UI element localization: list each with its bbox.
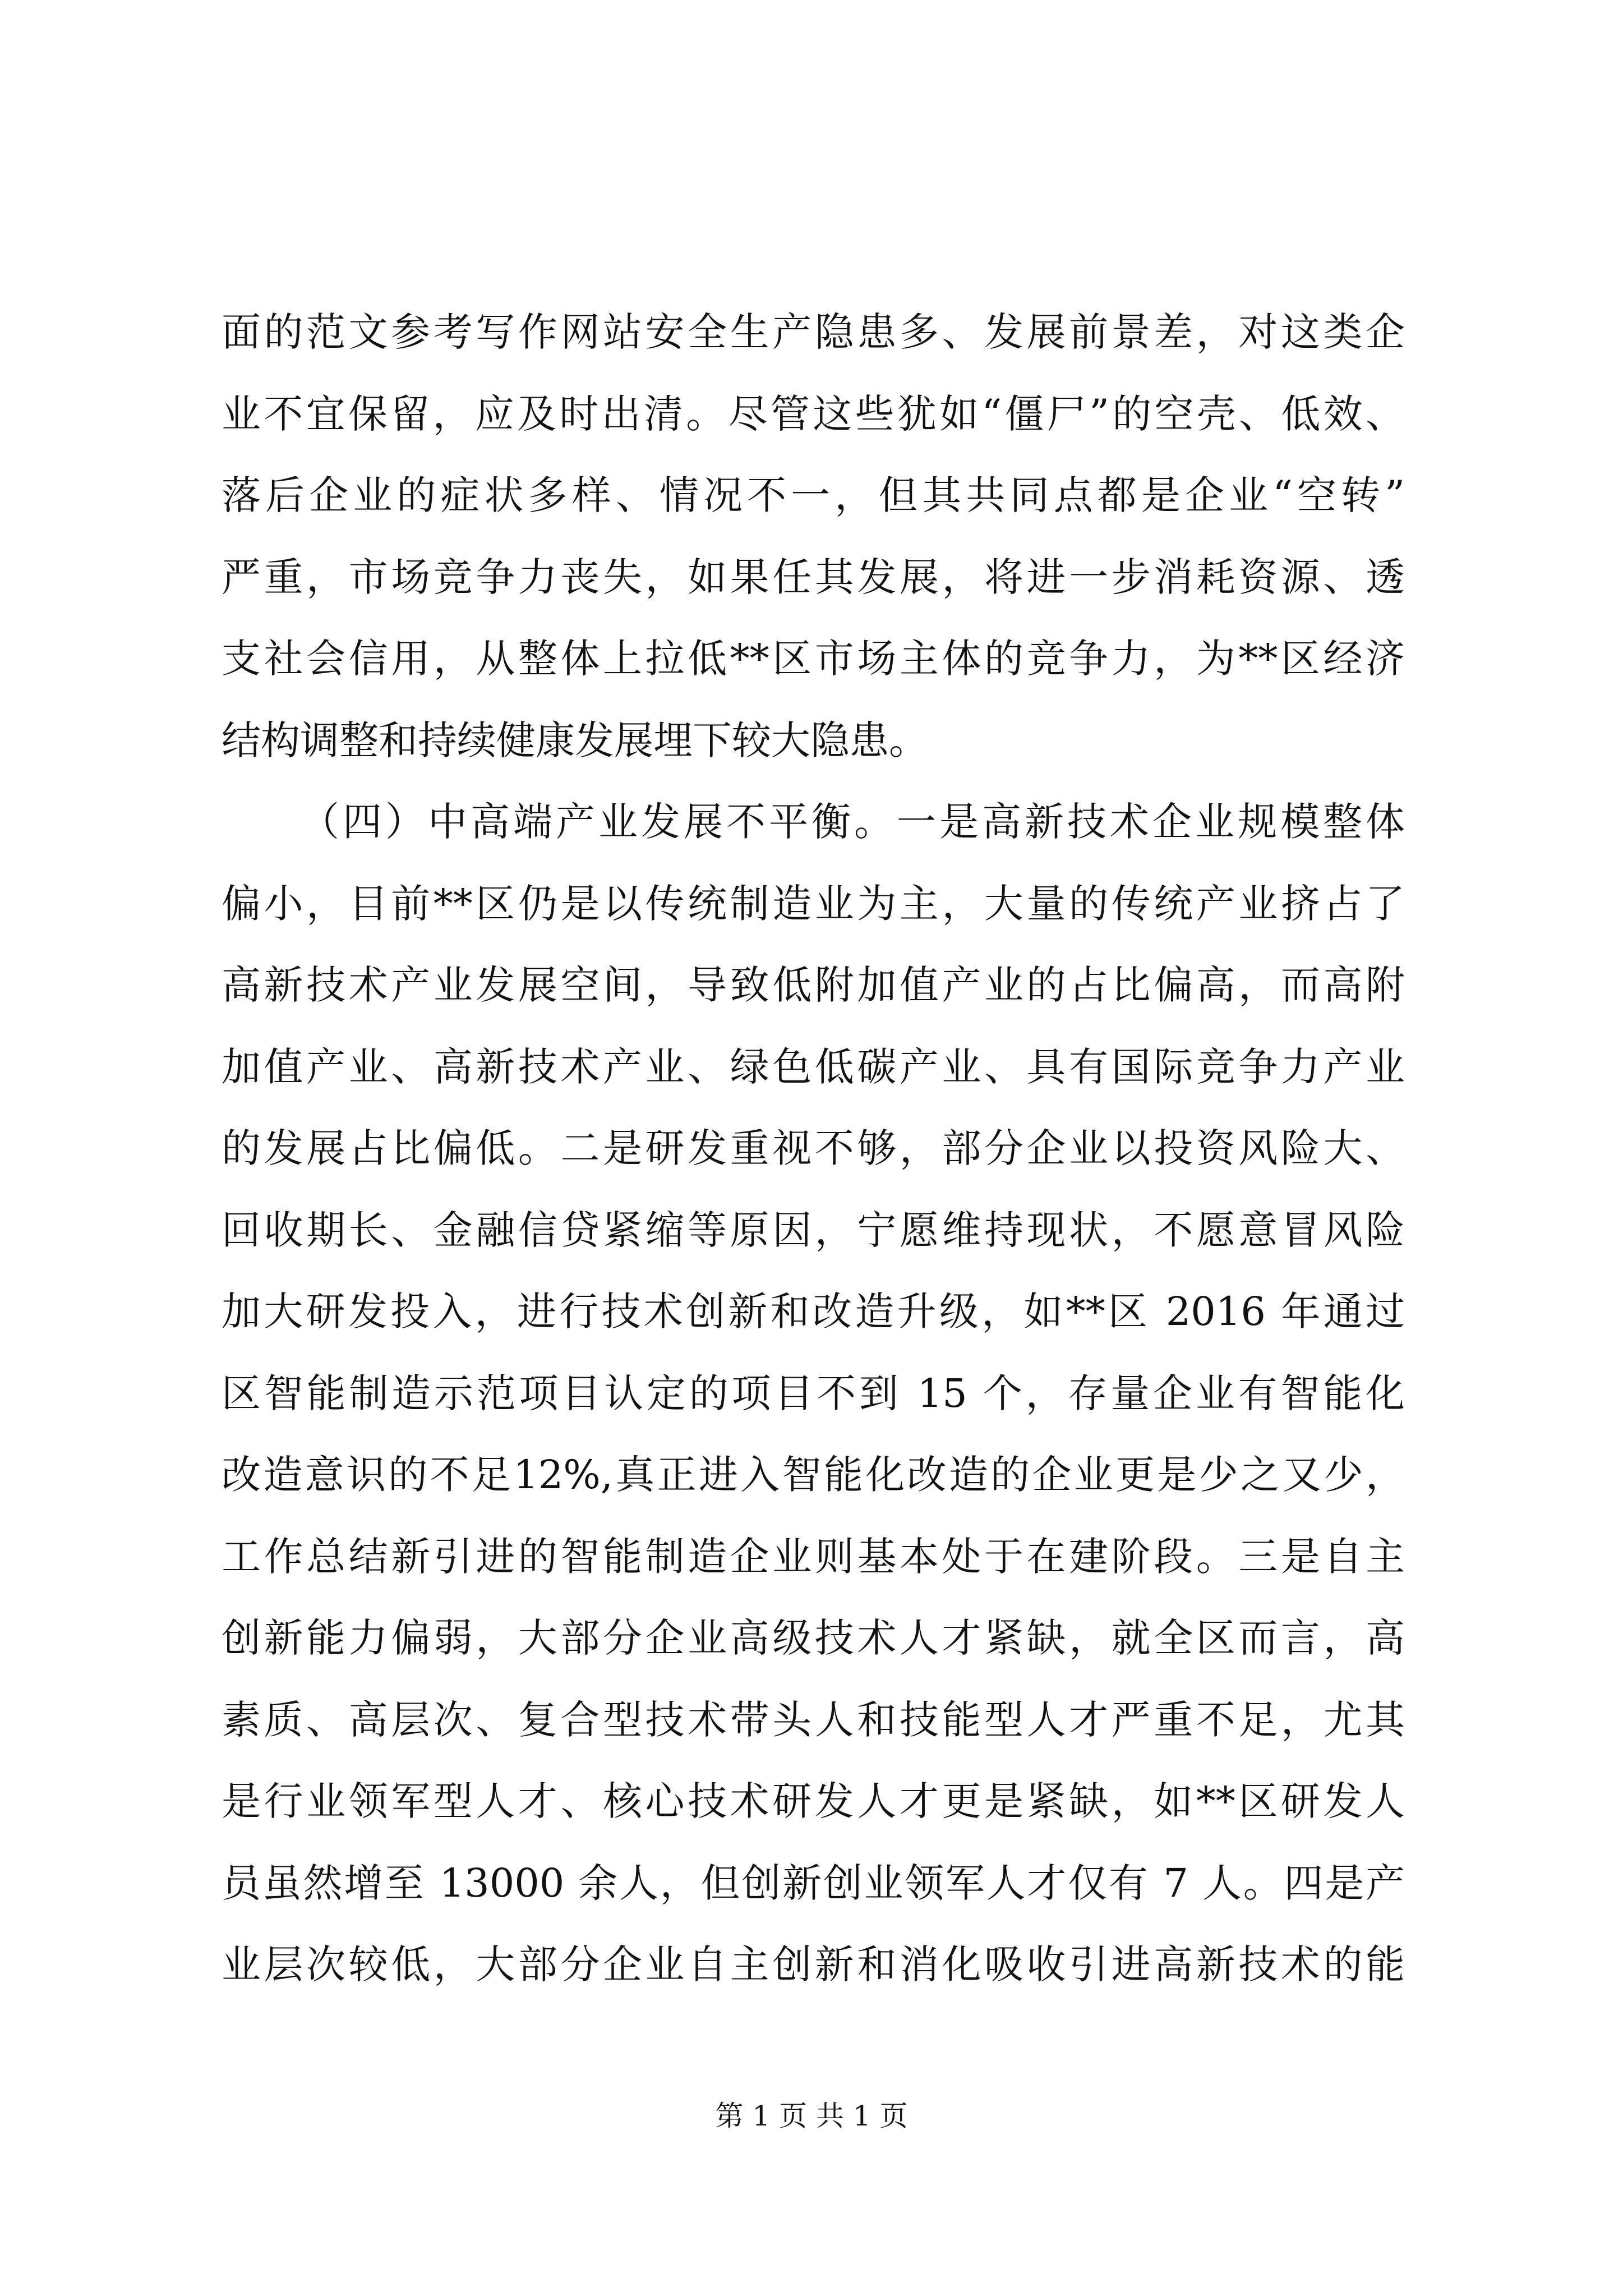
text-line-17: 创新能力偏弱，大部分企业高级技术人才紧缺，就全区而言，高 <box>222 1615 1405 1661</box>
text-line-2: 业不宜保留，应及时出清。尽管这些犹如“僵尸”的空壳、低效、 <box>222 390 1405 437</box>
text-line-15: 改造意识的不足12%,真正进入智能化改造的企业更是少之又少， <box>222 1452 1405 1498</box>
text-line-18: 素质、高层次、复合型技术带头人和技能型人才严重不足，尤其 <box>222 1696 1405 1743</box>
text-line-4: 严重，市场竞争力丧失，如果任其发展，将进一步消耗资源、透 <box>222 554 1405 600</box>
text-line-9: 高新技术产业发展空间，导致低附加值产业的占比偏高，而高附 <box>222 962 1405 1008</box>
section-heading-line: （四）中高端产业发展不平衡。一是高新技术企业规模整体 <box>300 799 1405 845</box>
text-line-3: 落后企业的症状多样、情况不一，但其共同点都是企业“空转” <box>222 472 1405 518</box>
text-line-20: 员虽然增至 13000 余人，但创新创业领军人才仅有 7 人。四是产 <box>222 1860 1405 1906</box>
text-line-16: 工作总结新引进的智能制造企业则基本处于在建阶段。三是自主 <box>222 1533 1405 1580</box>
text-line-12: 回收期长、金融信贷紧缩等原因，宁愿维持现状，不愿意冒风险 <box>222 1207 1405 1253</box>
text-line-10: 加值产业、高新技术产业、绿色低碳产业、具有国际竞争力产业 <box>222 1043 1405 1090</box>
text-line-1: 面的范文参考写作网站安全生产隐患多、发展前景差，对这类企 <box>222 309 1405 355</box>
text-line-6: 结构调整和持续健康发展埋下较大隐患。 <box>222 717 928 763</box>
document-body <box>222 292 1405 2006</box>
text-line-14: 区智能制造示范项目认定的项目不到 15 个，存量企业有智能化 <box>222 1370 1405 1416</box>
text-line-21: 业层次较低，大部分企业自主创新和消化吸收引进高新技术的能 <box>222 1941 1405 1987</box>
text-line-11: 的发展占比偏低。二是研发重视不够，部分企业以投资风险大、 <box>222 1125 1405 1171</box>
text-line-19: 是行业领军型人才、核心技术研发人才更是紧缺，如**区研发人 <box>222 1778 1405 1824</box>
text-line-8: 偏小，目前**区仍是以传统制造业为主，大量的传统产业挤占了 <box>222 880 1405 927</box>
text-line-5: 支社会信用，从整体上拉低**区市场主体的竞争力，为**区经济 <box>222 636 1405 682</box>
text-line-13: 加大研发投入，进行技术创新和改造升级，如**区 2016 年通过 <box>222 1289 1405 1335</box>
page-footer: 第 1 页 共 1 页 <box>715 2100 908 2132</box>
